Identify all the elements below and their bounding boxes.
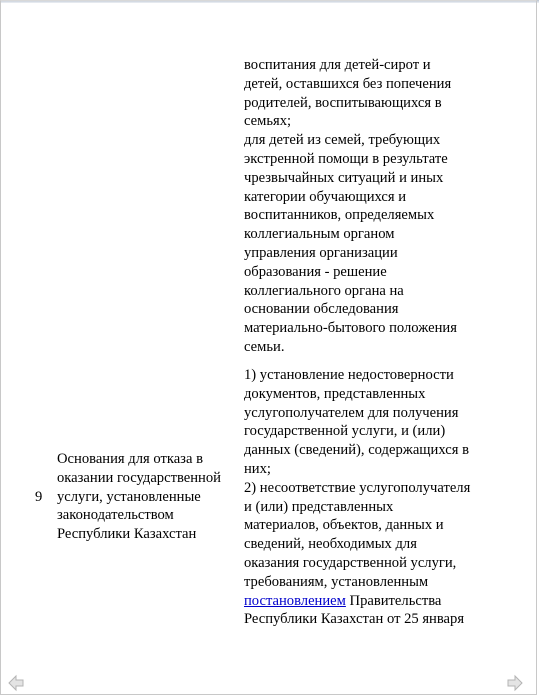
text-line: законодательством bbox=[57, 507, 174, 524]
text-line: категории обучающихся и bbox=[244, 188, 407, 205]
text-line: Основания для отказа в bbox=[57, 451, 203, 467]
text-after-link: Правительства bbox=[345, 592, 442, 609]
text-line: семьях; bbox=[244, 113, 292, 130]
text-line: требованиям, установленным bbox=[244, 573, 429, 590]
text-line: данных (сведений), содержащихся в bbox=[244, 442, 469, 459]
text-line: управления организации bbox=[244, 244, 398, 261]
text-line: государственной услуги, и (или) bbox=[244, 423, 446, 440]
text-line: и (или) представленных bbox=[244, 498, 394, 515]
text-line: воспитания для детей-сирот и bbox=[244, 57, 431, 73]
text-line: Республики Казахстан от 25 января bbox=[244, 611, 465, 628]
text-line: родителей, воспитывающихся в bbox=[244, 94, 442, 111]
text-line: чрезвычайных ситуаций и иных bbox=[244, 169, 444, 186]
row-name bbox=[57, 450, 245, 544]
row-value bbox=[244, 366, 508, 629]
next-page-button[interactable] bbox=[506, 674, 524, 692]
text-line: семьи. bbox=[244, 338, 285, 355]
text-line: образования - решение bbox=[244, 263, 387, 280]
arrow-left-icon bbox=[7, 674, 25, 692]
resolution-link[interactable]: постановлением bbox=[244, 592, 346, 609]
link-line bbox=[244, 592, 508, 611]
text-line: них; bbox=[244, 460, 271, 477]
text-line: оказании государственной bbox=[57, 469, 221, 486]
top-paragraph bbox=[244, 56, 508, 357]
text-line: 1) установление недостоверности bbox=[244, 367, 454, 383]
prev-page-button[interactable] bbox=[7, 674, 25, 692]
text-line: услугополучателем для получения bbox=[244, 404, 459, 421]
text-line: сведений, необходимых для bbox=[244, 536, 417, 553]
text-line: коллегиального органа на bbox=[244, 282, 404, 299]
text-line: 2) несоответствие услугополучателя bbox=[244, 479, 471, 496]
text-line: материалов, объектов, данных и bbox=[244, 517, 444, 534]
text-line: Республики Казахстан bbox=[57, 526, 197, 543]
text-line: экстренной помощи в результате bbox=[244, 150, 448, 167]
text-line: воспитанников, определяемых bbox=[244, 207, 435, 224]
arrow-right-icon bbox=[506, 674, 524, 692]
text-line: основании обследования bbox=[244, 301, 399, 318]
row-number: 9 bbox=[35, 489, 43, 505]
text-line: оказания государственной услуги, bbox=[244, 554, 457, 571]
text-line: материально-бытового положения bbox=[244, 320, 457, 337]
text-line: для детей из семей, требующих bbox=[244, 132, 441, 149]
text-line: документов, представленных bbox=[244, 385, 426, 402]
text-line: коллегиальным органом bbox=[244, 226, 395, 243]
text-line: услуги, установленные bbox=[57, 488, 201, 505]
text-line: детей, оставшихся без попечения bbox=[244, 75, 452, 92]
